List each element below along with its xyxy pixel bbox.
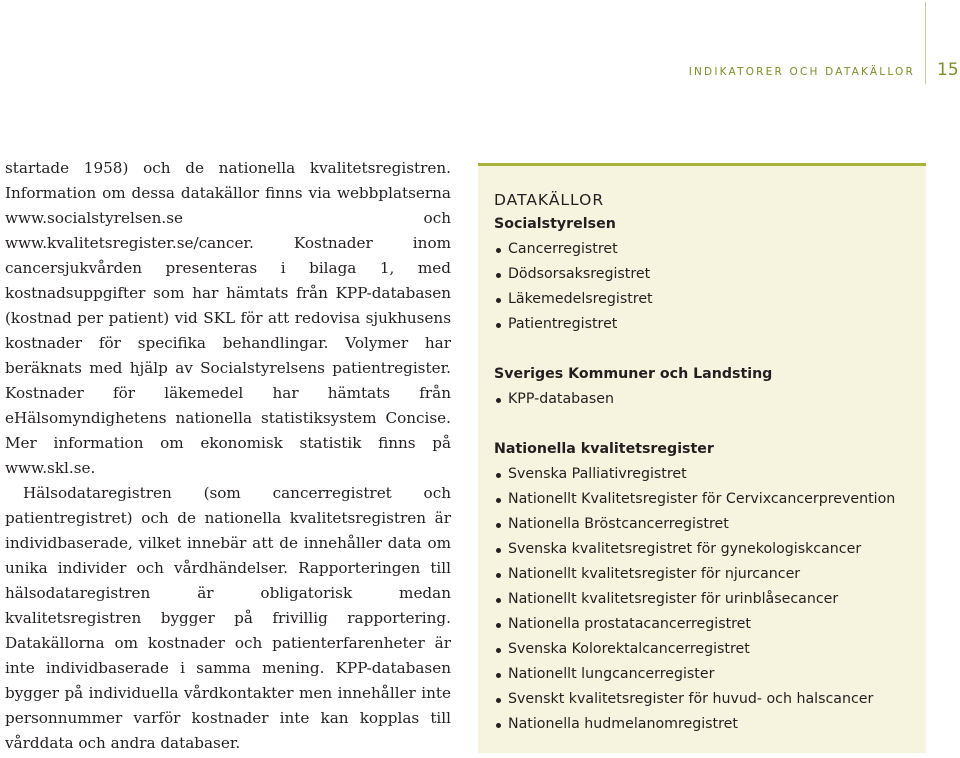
list-item: Nationellt kvalitetsregister för urinblåsecancer bbox=[494, 587, 910, 612]
list-item: Patientregistret bbox=[494, 312, 910, 337]
source-group-kvalitetsregister bbox=[494, 437, 910, 737]
paragraph bbox=[5, 481, 451, 756]
list-item: Nationellt lungcancerregister bbox=[494, 662, 910, 687]
list-item: KPP-databasen bbox=[494, 387, 910, 412]
source-list bbox=[494, 462, 910, 737]
source-list bbox=[494, 237, 910, 337]
group-heading: Nationella kvalitetsregister bbox=[494, 441, 714, 457]
list-item: Cancerregistret bbox=[494, 237, 910, 262]
box-title: DATAKÄLLOR bbox=[494, 191, 605, 209]
list-item: Svenska Palliativregistret bbox=[494, 462, 910, 487]
list-item: Nationella hudmelanomregistret bbox=[494, 712, 910, 737]
paragraph: startade 1958) och de nationella kvalitetsregistren. Information om dessa datakällor finns via webbplatserna www.socialstyrelsen.se och www.kvalitetsregister.se/cancer. Kostnader inom cancersjukvården presenteras i bilaga 1, med kostnadsuppgifter som har hämtats från KPP-databasen (kostnad per patient) vid SKL för att redovisa sjukhusens kostnader för specifika behandlingar. Volymer har beräknats med hjälp av Socialstyrelsens patientregister. Kostnader för läkemedel har hämtats från eHälsomyndighetens nationella statistiksystem Concise. Mer information om ekonomisk statistik finns på www.skl.se. bbox=[5, 159, 451, 477]
page-number: 15 bbox=[937, 60, 959, 80]
page-divider bbox=[925, 2, 926, 84]
list-item: Läkemedelsregistret bbox=[494, 287, 910, 312]
section-label: INDIKATORER OCH DATAKÄLLOR bbox=[688, 66, 915, 78]
group-heading: Sveriges Kommuner och Landsting bbox=[494, 366, 773, 382]
list-item: Dödsorsaksregistret bbox=[494, 262, 910, 287]
list-item: Nationellt kvalitetsregister för njurcancer bbox=[494, 562, 910, 587]
paragraph-text: Hälsodataregistren (som cancerregistret och patientregistret) och de nationella kvalitetsregistren är individbaserade, vilket innebär att de innehåller data om unika individer och vårdhändelser. Rapporteringen till hälsodataregistren är obligatorisk medan kvalitetsregistren bygger på frivillig rapportering. Datakällorna om kostnader och patienterfarenheter är inte individbaserade i samma mening. KPP-databasen bygger på individuella vårdkontakter men innehåller inte personnummer varför kostnader inte kan kopplas till vårddata och andra databaser. bbox=[5, 484, 451, 752]
group-heading: Socialstyrelsen bbox=[494, 216, 616, 232]
source-group-skl bbox=[494, 362, 910, 412]
list-item: Svenskt kvalitetsregister för huvud- och halscancer bbox=[494, 687, 910, 712]
body-text bbox=[5, 156, 451, 756]
source-group-socialstyrelsen bbox=[494, 212, 910, 337]
list-item: Nationella Bröstcancerregistret bbox=[494, 512, 910, 537]
data-sources-box bbox=[478, 163, 926, 753]
page-header bbox=[0, 0, 960, 90]
list-item: Svenska kvalitetsregistret för gynekologiskcancer bbox=[494, 537, 910, 562]
list-item: Svenska Kolorektalcancerregistret bbox=[494, 637, 910, 662]
source-list bbox=[494, 387, 910, 412]
list-item: Nationellt Kvalitetsregister för Cervixcancerprevention bbox=[494, 487, 910, 512]
list-item: Nationella prostatacancerregistret bbox=[494, 612, 910, 637]
